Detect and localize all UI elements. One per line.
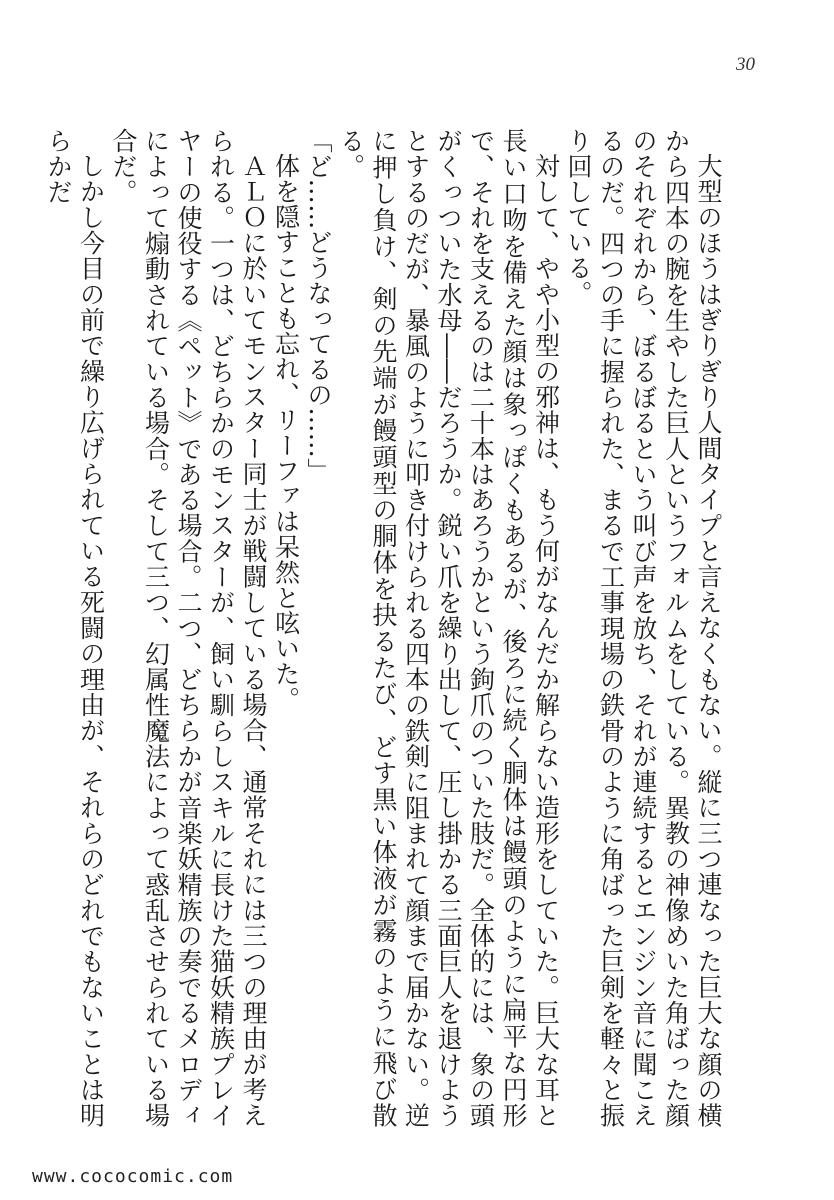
watermark-url: www.cococomic.com bbox=[32, 1166, 234, 1187]
dialogue-line: 「ど……どうなってるの……」 bbox=[304, 128, 333, 484]
vertical-text-body bbox=[44, 128, 724, 1128]
paragraph: ＡＬＯに於いてモンスター同士が戦闘している場合、通常それには三つの理由が考えられる。一つは、どちらかのモンスターが、飼い馴らしスキルに長けた猫妖精族プレイヤーの使役する《ペット》である場合。二つ、どちらかが音楽妖精族の奏でるメロディによって煽動されている場合。そして三つ、幻属性魔法によって惑乱させられている場合だ。 bbox=[109, 128, 268, 1128]
page-number: 30 bbox=[736, 54, 755, 75]
paragraph: しかし今目の前で繰り広げられている死闘の理由が、それらのどれでもないことは明らかだ bbox=[44, 128, 106, 1128]
paragraph: 体を隠すことも忘れ、リーファは呆然と呟いた。 bbox=[271, 153, 301, 712]
paragraph: 大型のほうはぎりぎり人間タイプと言えなくもない。縦に三つ連なった巨大な顔の横から四本の腕を生やした巨人というフォルムをしている。異教の神像めいた角ばった顔のそれぞれから、ぼるぼるという叫び声を放ち、それが連続するとエンジン音に聞こえるのだ。四つの手に握られた、まるで工事現場の鉄骨のように角ばった巨剣を軽々と振り回している。 bbox=[564, 128, 723, 1128]
paragraph: 対して、やや小型の邪神は、もう何がなんだか解らない造形をしていた。巨大な耳と長い口吻を備えた顔は象っぽくもあるが、後ろに続く胴体は饅頭のように扁平な円形で、それを支えるのは二十本はあろうかという鉤爪のついた肢だ。全体的には、象の頭がくっついた水母――だろうか。鋭い爪を繰り出して、圧し掛かる三面巨人を退けようとするのだが、暴風のように叩き付けられる四本の鉄剣に阻まれて顔まで届かない。逆に押し負け、剣の先端が饅頭型の胴体を抉るたび、どす黒い体液が霧のように飛び散る。 bbox=[336, 128, 561, 1128]
